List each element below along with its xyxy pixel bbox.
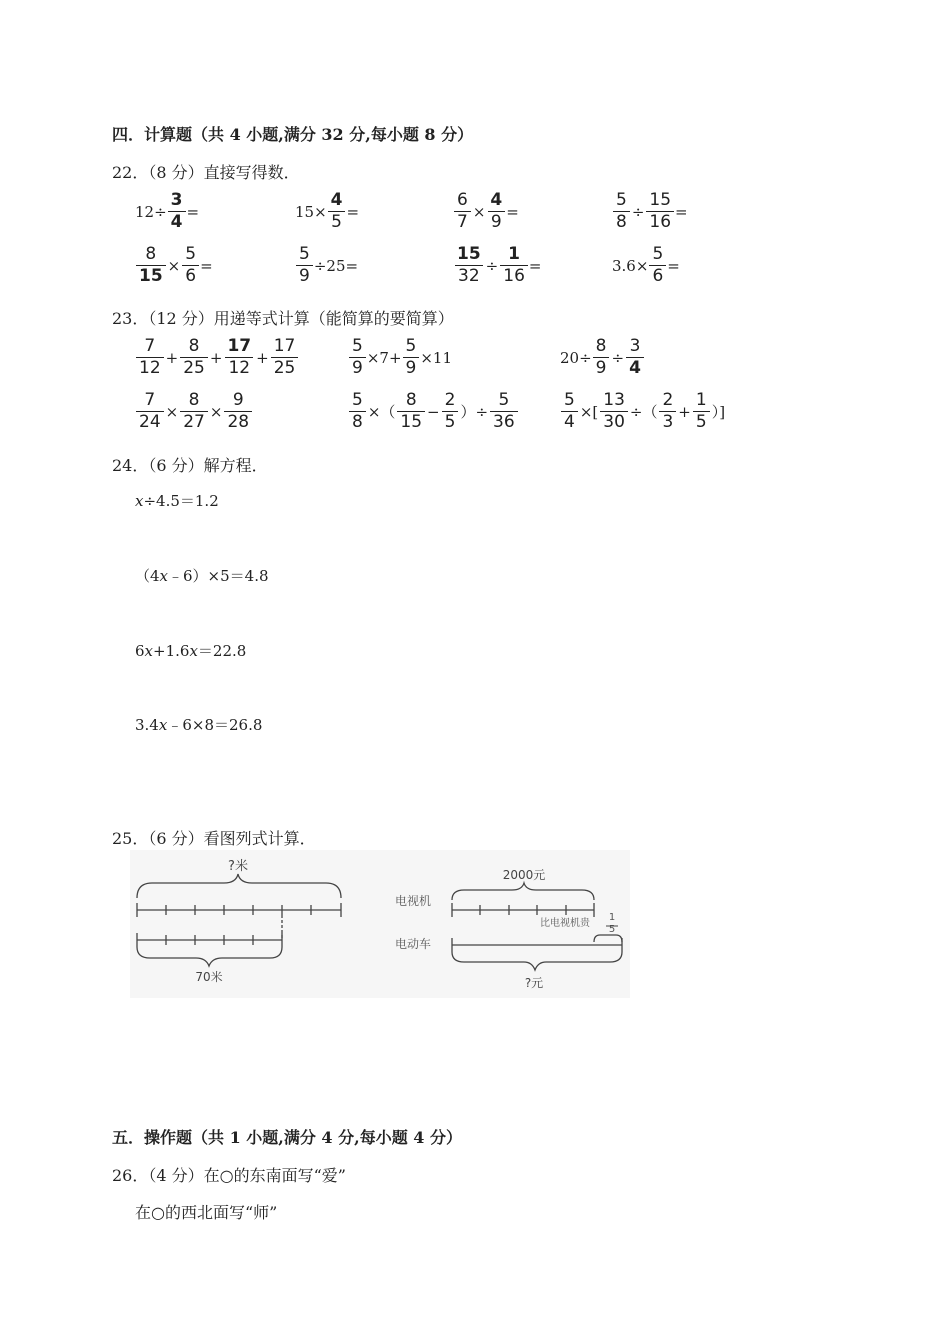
fig2-ebike-label: 电动车	[395, 937, 432, 951]
q23-expr-6: $\frac{5}{4}$ ×[ $\frac{13}{30}$ ÷（ $\frac{2}{3}$ + $\frac{1}{5}$ ）]	[560, 392, 726, 431]
fig1-top-label: ?米	[228, 859, 248, 874]
q22-expr-5: $\frac{8}{15}$ × $\frac{5}{6}$ =	[135, 246, 213, 285]
fig1-bottom-label: 70米	[195, 970, 223, 984]
fig2-note-label: 比电视机贵	[540, 918, 590, 929]
question-23-label: 23．（12 分）用递等式计算（能简算的要简算）	[112, 309, 454, 328]
fig2-tv-label: 电视机	[395, 894, 432, 908]
q22-expr-4: $\frac{5}{8}$ ÷ $\frac{15}{16}$ =	[612, 192, 688, 231]
q23-expr-5: $\frac{5}{8}$ ×（ $\frac{8}{15}$ − $\frac{2}{5}$ ）÷ $\frac{5}{36}$	[348, 392, 519, 431]
q24-equation-2: （4x﹣6）×5＝4.8	[135, 567, 269, 585]
q24-equation-3: 6x+1.6x＝22.8	[135, 642, 247, 660]
question-26-line-2: 在○的西北面写“师”	[135, 1203, 278, 1222]
question-26-label: 26．（4 分）在○的东南面写“爱”	[112, 1166, 346, 1185]
fig2-bottom-label: ?元	[524, 976, 544, 990]
question-25-label: 25．（6 分）看图列式计算．	[112, 829, 316, 848]
q22-expr-8: 3.6× $\frac{5}{6}$ =	[612, 244, 680, 286]
q22-expr-2: 15× $\frac{4}{5}$ =	[295, 190, 360, 232]
section-5-title: 五．操作题（共 1 小题,满分 4 分,每小题 4 分）	[112, 1128, 462, 1147]
q22-expr-1: 12÷ $\frac{3}{4}$ =	[135, 190, 200, 232]
q22-expr-3: $\frac{6}{7}$ × $\frac{4}{9}$ =	[453, 192, 519, 231]
line-segment-diagrams	[130, 850, 630, 998]
fig2-fraction-denominator: 5	[608, 924, 616, 935]
q22-expr-7: $\frac{15}{32}$ ÷ $\frac{1}{16}$ =	[457, 244, 542, 286]
fig2-fraction-numerator: 1	[608, 912, 616, 923]
q23-expr-2: $\frac{5}{9}$ ×7+ $\frac{5}{9}$ ×11	[348, 338, 452, 377]
q23-expr-4: $\frac{7}{24}$ × $\frac{8}{27}$ × $\frac{9}{28}$	[135, 392, 253, 431]
fig2-top-label: 2000元	[502, 868, 546, 882]
section-4-title: 四．计算题（共 4 小题,满分 32 分,每小题 8 分）	[112, 125, 474, 144]
q23-expr-3: 20÷ $\frac{8}{9}$ ÷ $\frac{3}{4}$	[560, 338, 645, 377]
q22-expr-6: $\frac{5}{9}$ ÷25=	[295, 246, 358, 285]
question-22-label: 22．（8 分）直接写得数．	[112, 163, 300, 182]
q23-expr-1: $\frac{7}{12}$ + $\frac{8}{25}$ + $\frac{17}{12}$ + $\frac{17}{25}$	[135, 338, 299, 377]
q24-equation-4: 3.4x﹣6×8＝26.8	[135, 716, 263, 734]
q24-equation-1: x÷4.5＝1.2	[135, 492, 219, 510]
question-24-label: 24．（6 分）解方程．	[112, 456, 268, 475]
